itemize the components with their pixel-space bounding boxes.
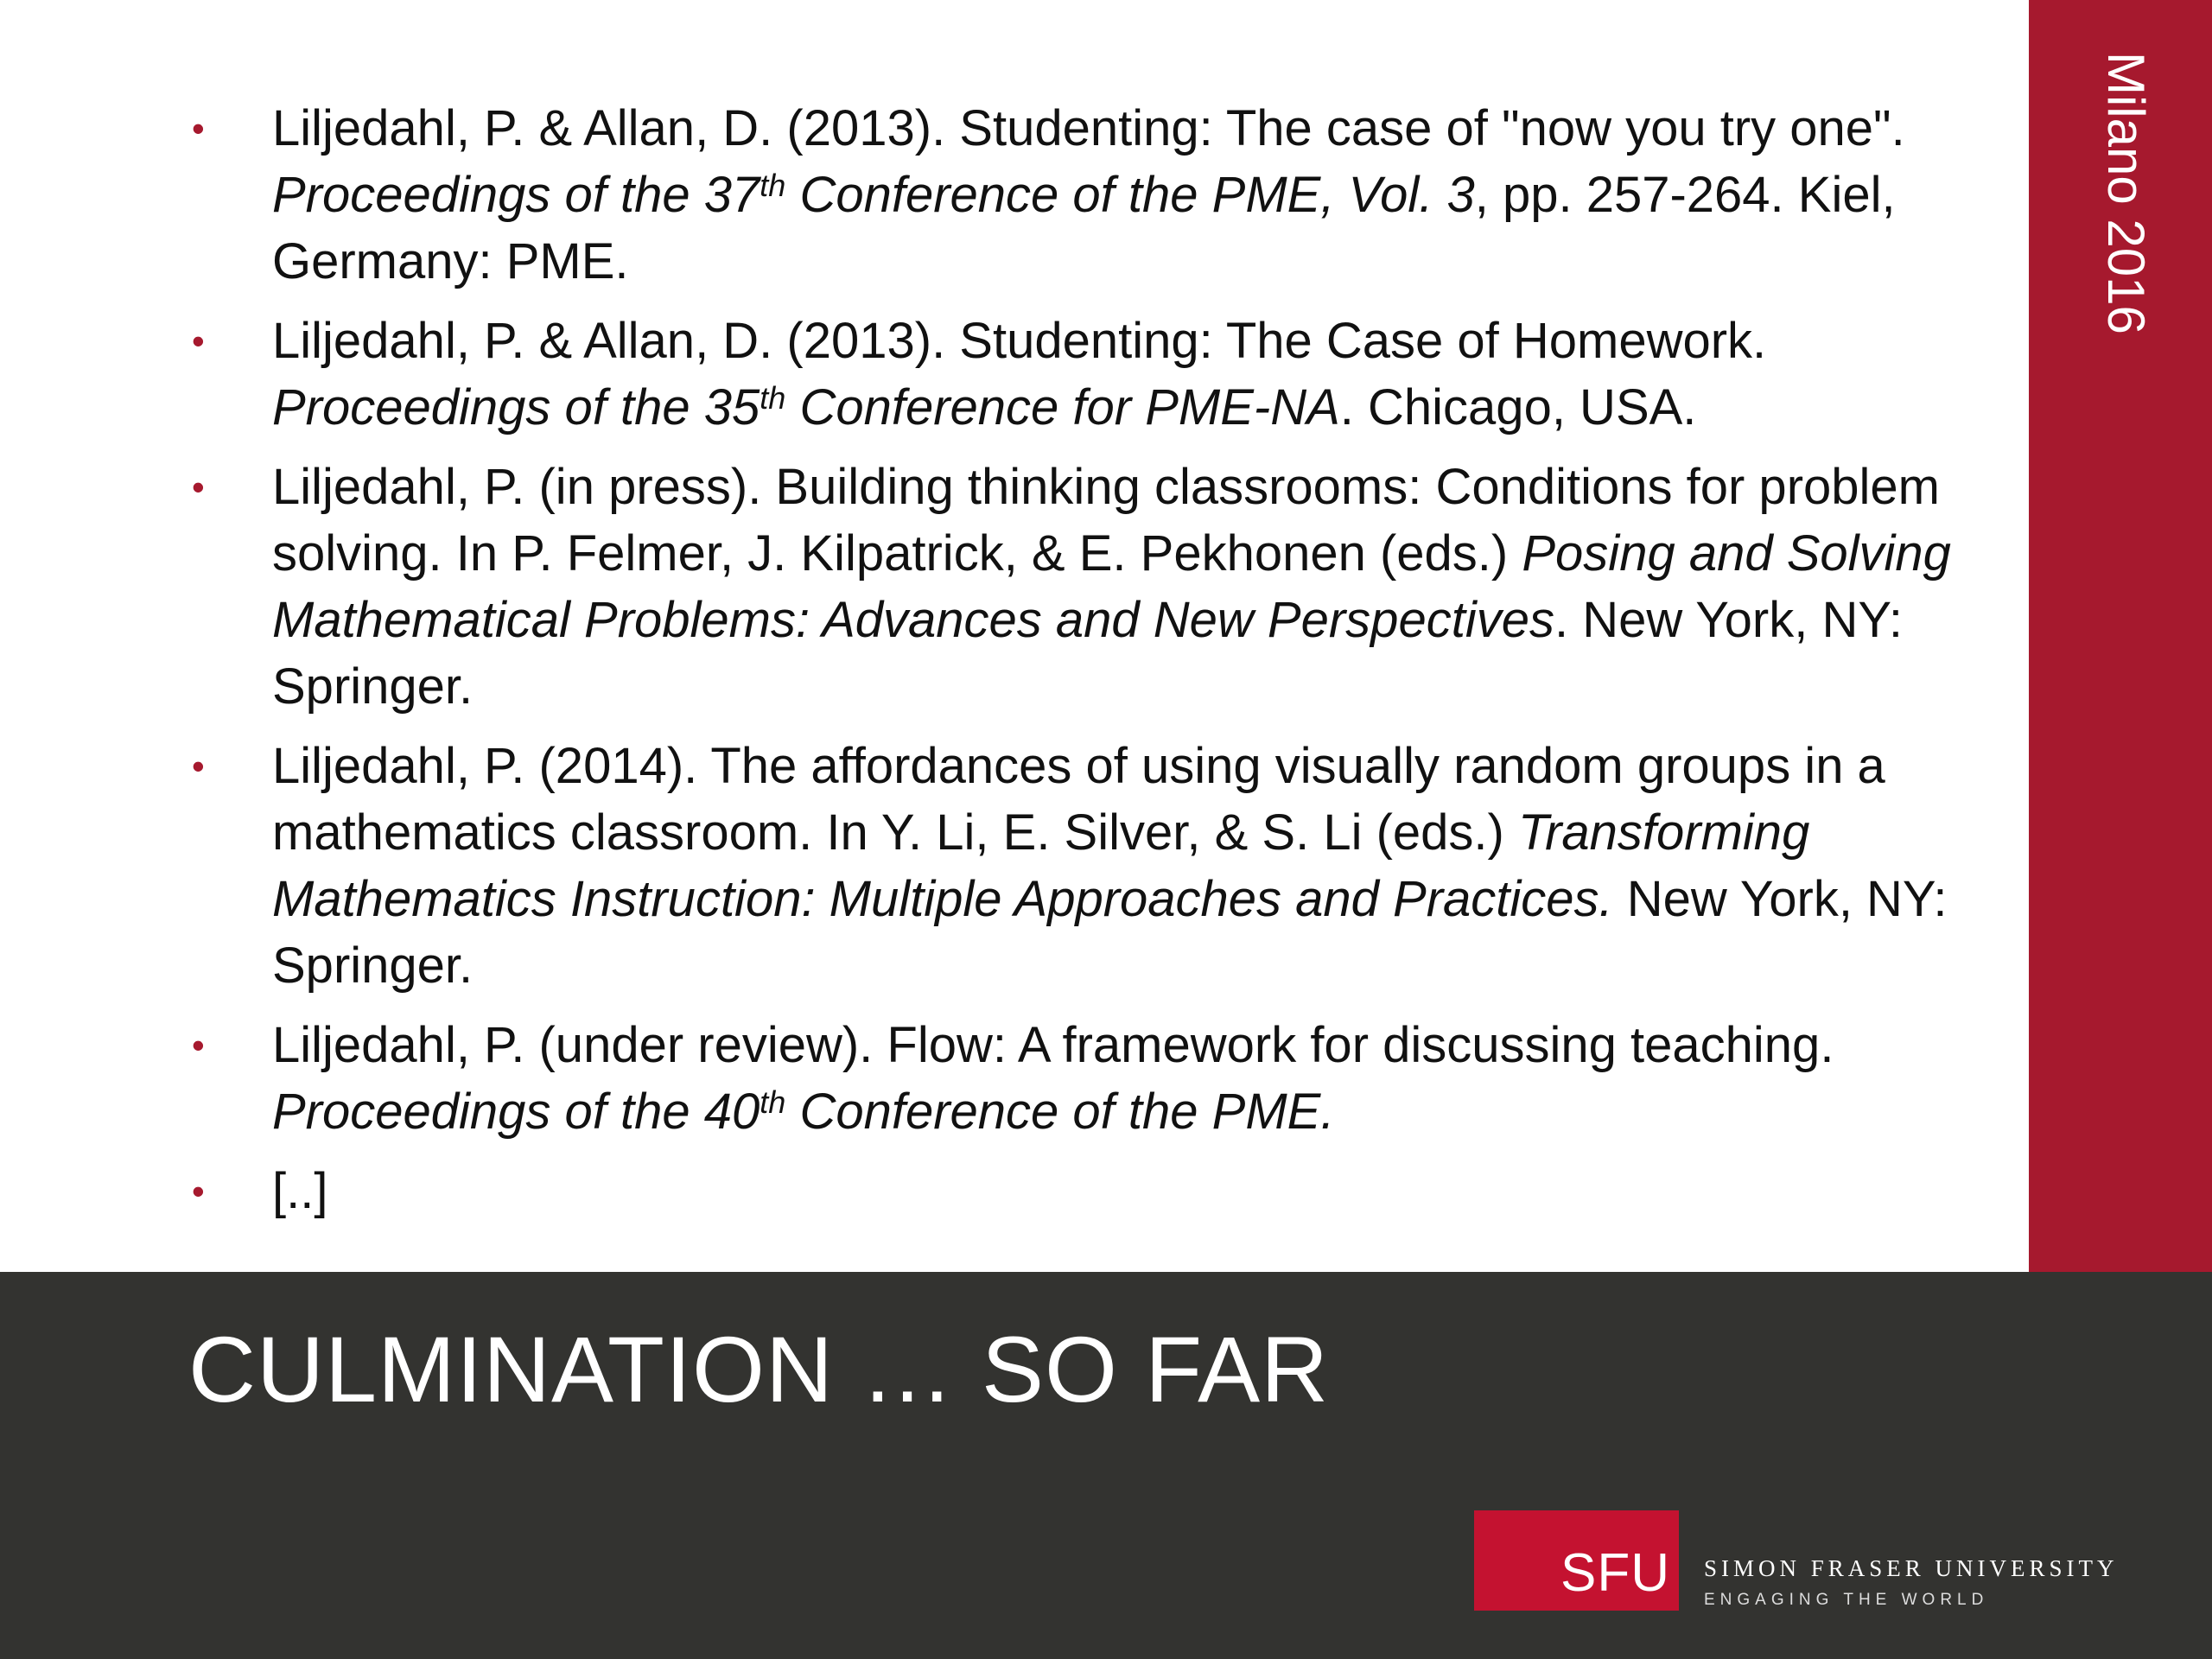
reference-title-cont: Conference for PME-NA <box>785 379 1340 435</box>
reference-text: Liljedahl, P. (under review). Flow: A framework for discussing teaching. <box>272 1017 1834 1073</box>
reference-details: New York, NY: Springer. <box>272 871 1948 994</box>
reference-details: . New York, NY: Springer. <box>272 592 1903 715</box>
bullet-icon: • <box>192 467 205 507</box>
reference-item <box>181 308 1961 441</box>
bullet-icon: • <box>192 746 205 786</box>
reference-text: Liljedahl, P. (2014). The affordances of using visually random groups in a mathematics classroom. In Y. Li, E. Silver, & S. Li (eds.) <box>272 738 1885 861</box>
reference-details: , pp. 257-264. Kiel, Germany: PME. <box>272 167 1896 289</box>
reference-title-cont: Conference of the PME, Vol. 3 <box>785 167 1475 223</box>
reference-title: Transforming Mathematics Instruction: Multiple Approaches and Practices. <box>272 804 1810 927</box>
reference-text: [..] <box>272 1163 328 1219</box>
ordinal-suffix: th <box>760 168 786 203</box>
reference-item <box>181 733 1961 999</box>
ordinal-suffix: th <box>760 380 786 416</box>
reference-title-cont: Conference of the PME. <box>785 1084 1335 1140</box>
reference-item <box>181 1012 1961 1145</box>
reference-item <box>181 454 1961 720</box>
side-label: Milano 2016 <box>2097 52 2155 334</box>
reference-item <box>181 1158 1961 1224</box>
bullet-icon: • <box>192 1025 205 1065</box>
reference-title: Proceedings of the 40 <box>272 1084 760 1140</box>
reference-text: Liljedahl, P. & Allan, D. (2013). Studenting: The Case of Homework. <box>272 313 1767 369</box>
reference-text: Liljedahl, P. & Allan, D. (2013). Studenting: The case of "now you try one". <box>272 100 1905 156</box>
reference-title: Posing and Solving Mathematical Problems: Advances and New Perspectives <box>272 525 1951 648</box>
reference-title: Proceedings of the 37 <box>272 167 760 223</box>
university-tagline: ENGAGING THE WORLD <box>1704 1591 1989 1609</box>
bullet-icon: • <box>192 321 205 361</box>
ordinal-suffix: th <box>760 1084 786 1120</box>
slide-title: CULMINATION … SO FAR <box>188 1317 1330 1421</box>
reference-list <box>181 95 1961 1237</box>
bullet-icon: • <box>192 108 205 149</box>
reference-text: Liljedahl, P. (in press). Building thinking classrooms: Conditions for problem solving. In P. Felmer, J. Kilpatrick, & E. Pekhonen (eds.) <box>272 459 1940 582</box>
university-name: SIMON FRASER UNIVERSITY <box>1704 1555 2119 1581</box>
bullet-icon: • <box>192 1171 205 1211</box>
sfu-logo-mark <box>1474 1510 1679 1611</box>
reference-title: Proceedings of the 35 <box>272 379 760 435</box>
reference-item <box>181 95 1961 295</box>
sfu-logo-text: SFU <box>1560 1543 1670 1603</box>
reference-details: . Chicago, USA. <box>1339 379 1697 435</box>
